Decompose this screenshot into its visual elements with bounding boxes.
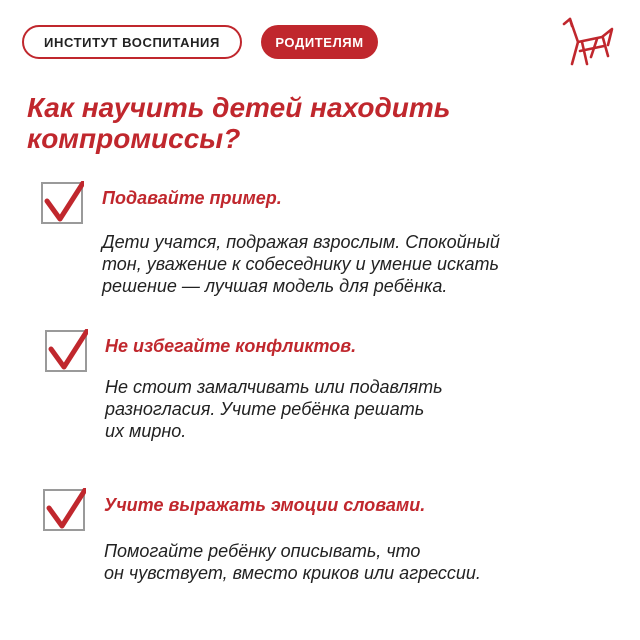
institute-badge xyxy=(22,25,242,59)
chair-horse-logo-icon xyxy=(560,16,618,68)
item-heading: Подавайте пример. xyxy=(102,188,282,208)
page-title: Как научить детей находить компромиссы? xyxy=(27,92,451,154)
institute-badge-label: ИНСТИТУТ ВОСПИТАНИЯ xyxy=(44,34,220,50)
item-heading: Учите выражать эмоции словами. xyxy=(104,495,426,515)
item-text: Не стоит замалчивать или подавлять разногласия. Учите ребёнка решать их мирно. xyxy=(105,377,443,441)
checkbox-checked-icon xyxy=(42,488,86,532)
audience-badge xyxy=(261,25,378,59)
checkbox-checked-icon xyxy=(40,181,84,225)
item-text: Помогайте ребёнку описывать, что он чувствует, вместо криков или агрессии. xyxy=(104,541,481,583)
item-text: Дети учатся, подражая взрослым. Спокойный тон, уважение к собеседнику и умение искать решение — лучшая модель для ребёнка. xyxy=(102,232,500,296)
item-heading: Не избегайте конфликтов. xyxy=(105,336,357,356)
checkbox-checked-icon xyxy=(44,329,88,373)
audience-badge-label: РОДИТЕЛЯМ xyxy=(275,34,364,50)
